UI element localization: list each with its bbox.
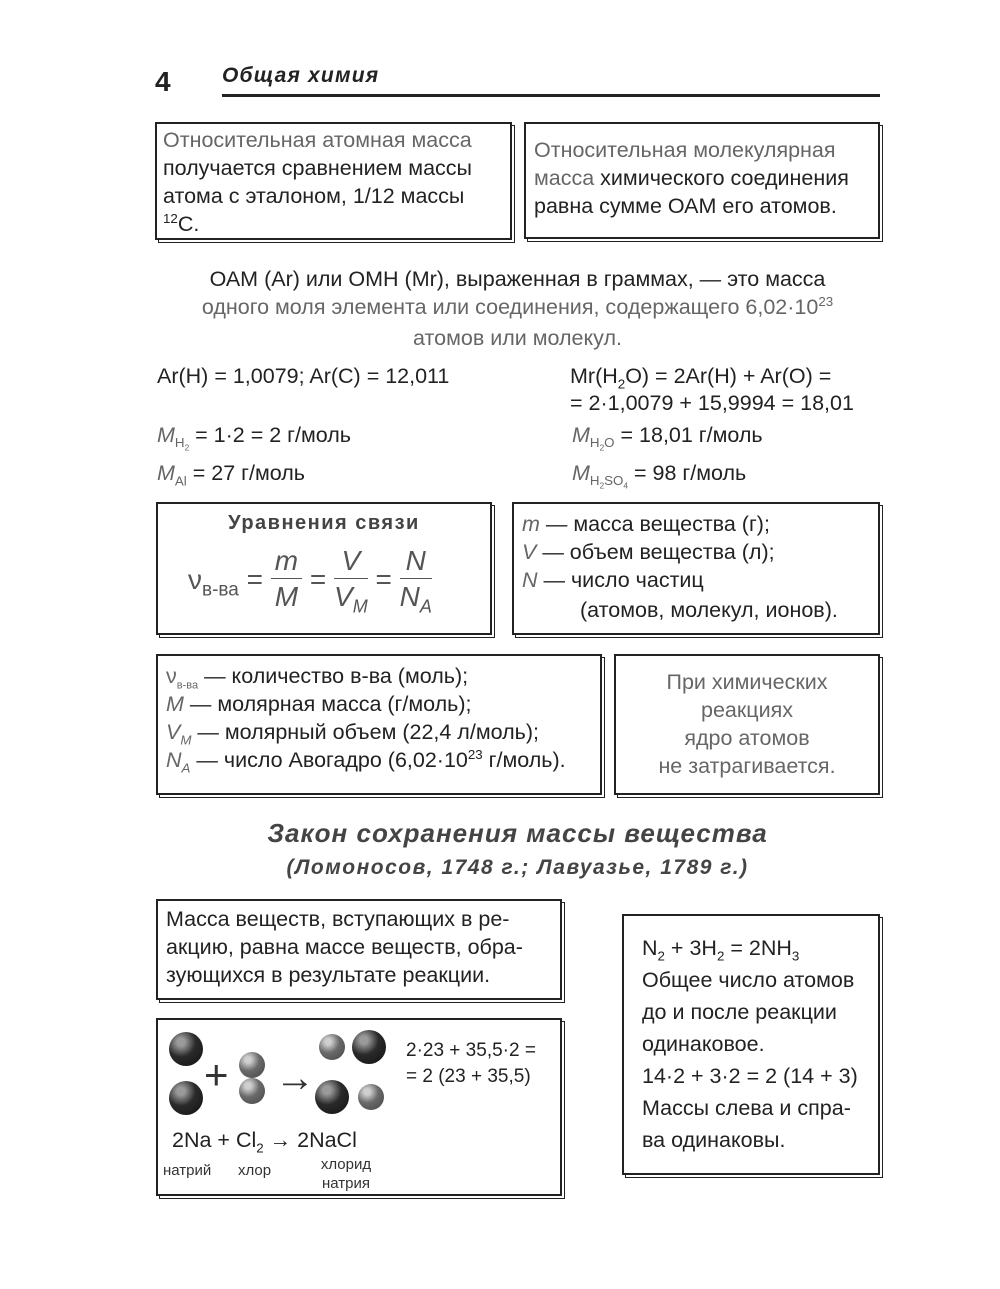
box-relative-atomic-mass: [155, 122, 512, 240]
sodium-atom: [169, 1081, 203, 1115]
label-sodium: натрий: [163, 1162, 212, 1179]
legend-m: m — масса вещества (г);: [522, 512, 770, 536]
sodium-atom: [352, 1030, 386, 1064]
formula-m-h2o: $M_{H_2O} = 18,01$ г/моль: [572, 423, 763, 453]
box-legend-quantities: [156, 654, 602, 795]
box-sodium-chlorine-reaction: [156, 1018, 562, 1196]
nitrogen-line-3: до и после реакции: [642, 1000, 837, 1024]
reaction-calc-2: = 2 (23 + 35,5): [406, 1066, 531, 1087]
nitrogen-line-2: Общее число атомов: [642, 968, 855, 992]
label-sodium-chloride-2: натрия: [321, 1175, 370, 1192]
nucleus-line-1: При химических: [666, 670, 828, 694]
reaction-equation: $2Na + Cl_2$ → 2NaCl: [172, 1128, 357, 1156]
fraction-N-over-NA: $\frac{N}{N_A}$: [399, 545, 432, 617]
omm-line-1: Относительная молекулярная: [534, 138, 836, 162]
nucleus-line-2: реакциях: [701, 698, 793, 722]
nitrogen-line-7: ва одинаковы.: [642, 1128, 786, 1152]
nitrogen-line-5: 14·2 + 3·2 = 2 (14 + 3): [642, 1064, 858, 1088]
box-relation-equations: [156, 502, 492, 635]
chlorine-atom: [319, 1034, 345, 1060]
box-nitrogen-reaction: [622, 914, 880, 1175]
legend-NA: $N_A$ — число Авогадро ($6,02\cdot 10^{23}$ г/моль).: [166, 746, 566, 776]
definition-line-2: одного моля элемента или соединения, содержащего $6,02\cdot 10^{23}$: [201, 293, 834, 319]
formula-mr-h2o: $Mr(H_2O) = 2Ar(H) + Ar(O)$ =: [570, 364, 832, 392]
nitrogen-line-4: одинаковое.: [642, 1032, 765, 1056]
formula-m-al: $M_{Al} = 27$ г/моль: [157, 461, 305, 489]
relation-equation: $\nu_{в-ва}$ = $\frac{m}{M}$ = $\frac{V}{V_M}$ = $\frac{N}{N_A}$: [188, 545, 432, 617]
chlorine-atom: [239, 1078, 265, 1104]
law-subtitle: (Ломоносов, 1748 г.; Лавуазье, 1789 г.): [286, 856, 749, 879]
oam-line-2: получается сравнением массы: [163, 156, 472, 180]
formula-m-h2: $M_{H_2} = 1\cdot 2 = 2$ г/моль: [157, 423, 351, 453]
box-law-statement: [156, 899, 562, 1000]
sodium-atom: [169, 1032, 203, 1066]
plus-sign: +: [204, 1051, 229, 1098]
definition-line-1: ОАМ (Ar) или ОМН (Mr), выраженная в граммах, — это масса: [209, 267, 826, 291]
legend-nu: $\nu_{в-ва}$ — количество в-ва (моль);: [166, 664, 469, 692]
law-line-2: акцию, равна массе веществ, обра-: [166, 935, 523, 959]
label-sodium-chloride-1: хлорид: [320, 1156, 372, 1173]
formula-m-h2so4: $M_{H_2SO_4} = 98$ г/моль: [572, 461, 747, 491]
formula-ar: Ar(H) = 1,0079; Ar(C) = 12,011: [157, 364, 450, 388]
page-number: 4: [155, 66, 171, 97]
law-line-1: Масса веществ, вступающих в ре-: [166, 907, 510, 931]
oam-line-3: атома с эталоном, 1/12 массы: [163, 184, 465, 208]
definition-line-3: атомов или молекул.: [413, 326, 622, 350]
fraction-m-over-M: $\frac{m}{M}$: [271, 544, 302, 615]
law-line-3: зующихся в результате реакции.: [166, 963, 491, 987]
label-chlorine: хлор: [238, 1162, 272, 1179]
page-header-title: Общая химия: [222, 64, 380, 87]
law-title: Закон сохранения массы вещества: [267, 818, 768, 848]
omm-line-2: масса химического соединения: [534, 166, 849, 190]
oam-line-4: $^{12}$C.: [163, 210, 200, 236]
legend-particles: (атомов, молекул, ионов).: [580, 598, 838, 622]
equations-title: Уравнения связи: [228, 512, 420, 534]
box-nucleus-note: [614, 654, 880, 795]
legend-v: V — объем вещества (л);: [522, 540, 775, 564]
box-relative-molecular-mass: [524, 122, 880, 239]
nu-symbol: $\nu_{в-ва}$: [188, 563, 239, 601]
formula-mr-h2o-calc: = 2·1,0079 + 15,9994 = 18,01: [570, 391, 854, 415]
header-rule: [222, 94, 880, 97]
reaction-arrow: →: [275, 1056, 315, 1100]
box-legend-mass-volume: [512, 502, 880, 635]
legend-VM: $V_M$ — молярный объем (22,4 л/моль);: [166, 720, 539, 748]
chlorine-atom: [358, 1084, 384, 1110]
nitrogen-equation: $N_2 + 3H_2 = 2NH_3$: [642, 936, 800, 964]
reaction-calc-1: 2·23 + 35,5·2 =: [406, 1040, 536, 1061]
oam-line-1: Относительная атомная масса: [163, 128, 472, 152]
nucleus-line-4: не затрагивается.: [658, 754, 836, 778]
nitrogen-line-6: Массы слева и спра-: [642, 1096, 851, 1120]
legend-M: M — молярная масса (г/моль);: [166, 692, 472, 716]
nucleus-line-3: ядро атомов: [684, 726, 810, 750]
fraction-V-over-VM: $\frac{V}{V_M}$: [334, 545, 368, 617]
legend-n: N — число частиц: [522, 568, 704, 592]
sodium-atom: [315, 1080, 349, 1114]
chlorine-atom: [239, 1052, 265, 1078]
omm-line-3: равна сумме ОАМ его атомов.: [534, 194, 837, 218]
